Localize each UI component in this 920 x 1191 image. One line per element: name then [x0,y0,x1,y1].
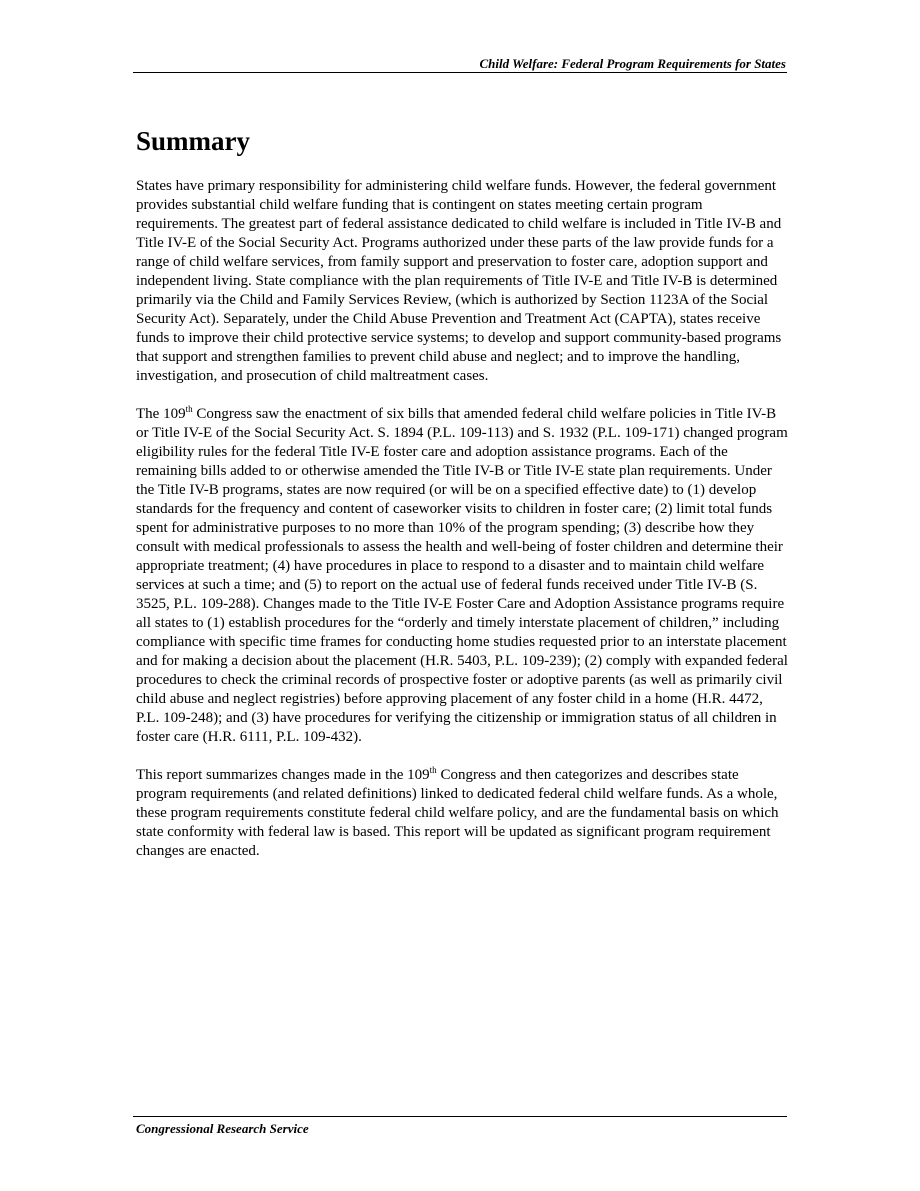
running-header: Child Welfare: Federal Program Requirements for States [479,56,786,71]
paragraph-2-lead: The 109 [136,406,186,422]
ordinal-superscript: th [429,765,437,775]
header-divider [133,72,787,73]
paragraph-3-lead: This report summarizes changes made in the 109 [136,767,430,783]
summary-paragraph-3 [136,766,788,861]
running-footer: Congressional Research Service [136,1121,309,1136]
footer-divider [133,1116,787,1117]
paragraph-2-text: Congress saw the enactment of six bills that amended federal child welfare policies in Title IV-B or Title IV-E of the Social Security Act. S. 1894 (P.L. 109-113) and S. 1932 (P.L. 109-171) changed program eligibility rules for the federal Title IV-E foster care and adoption assistance programs. Each of the remaining bills added to or otherwise amended the Title IV-B or Title IV-E state plan requirements. Under the Title IV-B programs, states are now required (or will be on a specified effective date) to (1) develop standards for the frequency and content of caseworker visits to children in foster care; (2) limit total funds spent for administrative purposes to no more than 10% of the program spending; (3) describe how they consult with medical professionals to assess the health and well-being of foster children and determine their appropriate treatment; (4) have procedures in place to respond to a disaster and to maintain child welfare services at such a time; and (5) to report on the actual use of federal funds received under Title IV-B (S. 3525, P.L. 109-288). Changes made to the Title IV-E Foster Care and Adoption Assistance programs require all states to (1) establish procedures for the “orderly and timely interstate placement of children,” including compliance with specific time frames for conducting home studies requested prior to an interstate placement and for making a decision about the placement (H.R. 5403, P.L. 109-239); (2) comply with expanded federal procedures to check the criminal records of prospective foster or adoptive parents (as well as primarily civil child abuse and neglect registries) before approving placement of any foster child in a home (H.R. 4472, P.L. 109-248); and (3) have procedures for verifying the citizenship or immigration status of all children in foster care (H.R. 6111, P.L. 109-432). [136,406,788,745]
summary-paragraph-1: States have primary responsibility for administering child welfare funds. However, the federal government provides substantial child welfare funding that is contingent on states meeting certain program requirements. The greatest part of federal assistance dedicated to child welfare is included in Title IV-B and Title IV-E of the Social Security Act. Programs authorized under these parts of the law provide funds for a range of child welfare services, from family support and preservation to foster care, adoption support and independent living. State compliance with the plan requirements of Title IV-E and Title IV-B is determined primarily via the Child and Family Services Review, (which is authorized by Section 1123A of the Social Security Act). Separately, under the Child Abuse Prevention and Treatment Act (CAPTA), states receive funds to improve their child protective service systems; to develop and support community-based programs that support and strengthen families to prevent child abuse and neglect; and to improve the handling, investigation, and prosecution of child maltreatment cases. [136,178,782,384]
page-title: Summary [136,126,250,156]
ordinal-superscript: th [185,404,193,414]
summary-paragraph-2 [136,405,788,747]
summary-body [136,177,788,880]
paragraph-3-text: Congress and then categorizes and describes state program requirements (and related definitions) linked to dedicated federal child welfare funds. As a whole, these program requirements constitute federal child welfare policy, and are the fundamental basis on which state conformity with federal law is based. This report will be updated as significant program requirement changes are enacted. [136,767,779,859]
